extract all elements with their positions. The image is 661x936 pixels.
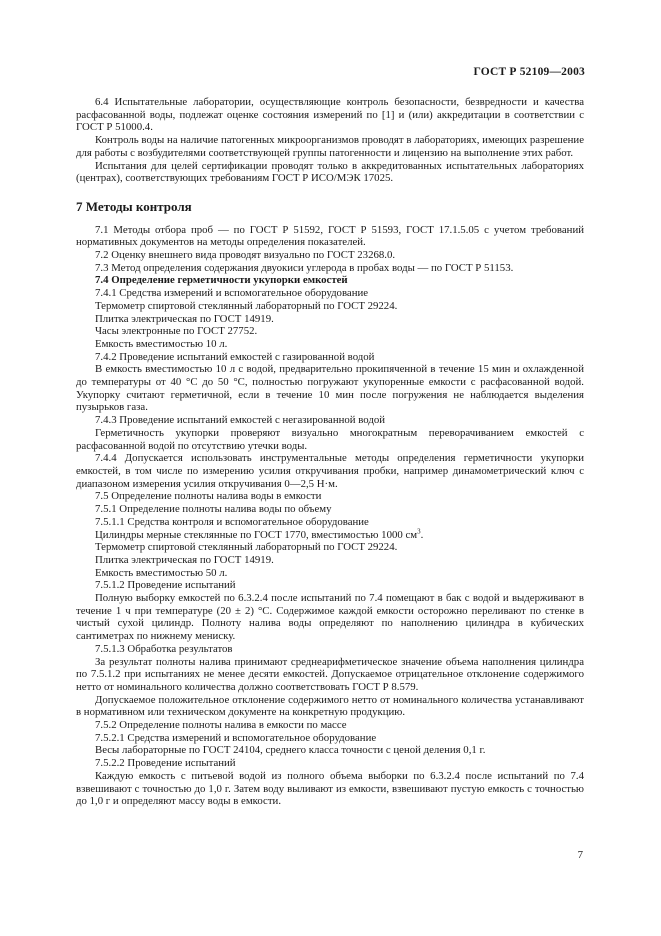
paragraph: 7.4.1 Средства измерений и вспомогательное оборудование [95, 287, 369, 300]
paragraph: 7.5.1 Определение полноты налива воды по объему [95, 503, 332, 516]
paragraph: Испытания для целей сертификации проводят только в аккредитованных испытательных лабораториях (центрах), соответствующих требованиям ГОСТ Р ИСО/МЭК 17025. [76, 159, 584, 185]
paragraph: 7.4.4 Допускается использовать инструментальные методы определения герметичности укупорки емкостей, в том числе по измерению усилия откручивания пробки, например динамометрический ключ с диапазоном измерения усилия откручивания 0—2,5 Н·м. [76, 452, 584, 490]
paragraph: 7.5.2.1 Средства измерений и вспомогательное оборудование [95, 731, 377, 744]
paragraph: Термометр спиртовой стеклянный лабораторный по ГОСТ 29224. [95, 541, 398, 554]
paragraph: 6.4 Испытательные лаборатории, осуществляющие контроль безопасности, безвредности и качества расфасованной воды, подлежат оценке состояния измерений по [1] и (или) аккредитации в соответствии с ГОСТ Р 51000.4. [76, 96, 584, 134]
paragraph: 7.3 Метод определения содержания двуокиси углерода в пробах воды — по ГОСТ Р 51153. [95, 261, 514, 274]
paragraph: 7.2 Оценку внешнего вида проводят визуально по ГОСТ 23268.0. [95, 249, 396, 262]
paragraph: 7.4.2 Проведение испытаний емкостей с газированной водой [95, 350, 375, 363]
paragraph: Часы электронные по ГОСТ 27752. [95, 325, 258, 338]
paragraph: 7.5.2 Определение полноты налива в емкости по массе [95, 719, 347, 732]
paragraph: 7.5.1.1 Средства контроля и вспомогательное оборудование [95, 515, 369, 528]
paragraph: Полную выборку емкостей по 6.3.2.4 после испытаний по 7.4 помещают в бак с водой и выдерживают в течение 1 ч при температуре (20 ± 2) °С. Содержимое каждой емкости осторожно переливают по стенке в чистый сухой цилиндр. Полноту налива воды определяют по наполнению цилиндра в кубических сантиметрах по нижнему мениску. [76, 592, 584, 643]
paragraph: Плитка электрическая по ГОСТ 14919. [95, 553, 274, 566]
paragraph: 7.5.2.2 Проведение испытаний [95, 757, 236, 770]
page-number: 7 [577, 849, 583, 861]
period: . [420, 528, 424, 541]
paragraph: 7.4.3 Проведение испытаний емкостей с негазированной водой [95, 414, 386, 427]
paragraph [76, 526, 584, 542]
paragraph: В емкость вместимостью 10 л с водой, предварительно прокипяченной в течение 15 мин и охлажденной до температуры от 40 °С до 50 °С, полностью погружают укупоренные емкости с расфасованной водой. Укупорку считают герметичной, если в течение 10 мин после погружения не наблюдается выделения пузырьков газа. [76, 363, 584, 414]
paragraph: За результат полноты налива принимают среднеарифметическое значение объема наполнения цилиндра по 7.5.1.2 при испытаниях не менее десяти емкостей. Допускаемое отрицательное отклонение содержимого нетто от номинального количества должно соответствовать ГОСТ Р 8.579. [76, 655, 584, 693]
paragraph: Емкость вместимостью 10 л. [95, 337, 228, 350]
superscript: 3 [417, 526, 421, 535]
section-title: 7 Методы контроля [76, 198, 192, 214]
paragraph: Емкость вместимостью 50 л. [95, 566, 228, 579]
paragraph: 7.5 Определение полноты налива воды в емкости [95, 490, 322, 503]
page-header: ГОСТ Р 52109—2003 [473, 66, 585, 78]
paragraph: Плитка электрическая по ГОСТ 14919. [95, 312, 274, 325]
paragraph: 7.5.1.2 Проведение испытаний [95, 579, 236, 592]
paragraph: 7.1 Методы отбора проб — по ГОСТ Р 51592, ГОСТ Р 51593, ГОСТ 17.1.5.05 с учетом требований нормативных документов на методы определения показателей. [76, 223, 584, 249]
paragraph: Термометр спиртовой стеклянный лабораторный по ГОСТ 29224. [95, 299, 398, 312]
paragraph: Герметичность укупорки проверяют визуально многократным переворачиванием емкостей с расфасованной водой по отсутствию утечки воды. [76, 426, 584, 452]
paragraph: Весы лабораторные по ГОСТ 24104, среднего класса точности с ценой деления 0,1 г. [95, 744, 486, 757]
document-body [76, 96, 584, 808]
paragraph: Допускаемое положительное отклонение содержимого нетто от номинального количества устанавливают в нормативном или техническом документе на конкретную продукцию. [76, 693, 584, 719]
paragraph-text: Цилиндры мерные стеклянные по ГОСТ 1770, вместимостью 1000 см [95, 528, 418, 541]
subsection-heading: 7.4 Определение герметичности укупорки емкостей [95, 274, 348, 287]
paragraph: Контроль воды на наличие патогенных микроорганизмов проводят в лабораториях, имеющих разрешение для работы с возбудителями соответствующей группы патогенности и лицензию на выполнение этих работ. [76, 134, 584, 159]
paragraph: Каждую емкость с питьевой водой из полного объема выборки по 6.3.2.4 после испытаний по 7.4 взвешивают с точностью до 1,0 г. Затем воду выливают из емкости, взвешивают пустую емкость с точностью до 1,0 г и определяют массу воды в емкости. [76, 769, 584, 808]
paragraph: 7.5.1.3 Обработка результатов [95, 642, 233, 655]
